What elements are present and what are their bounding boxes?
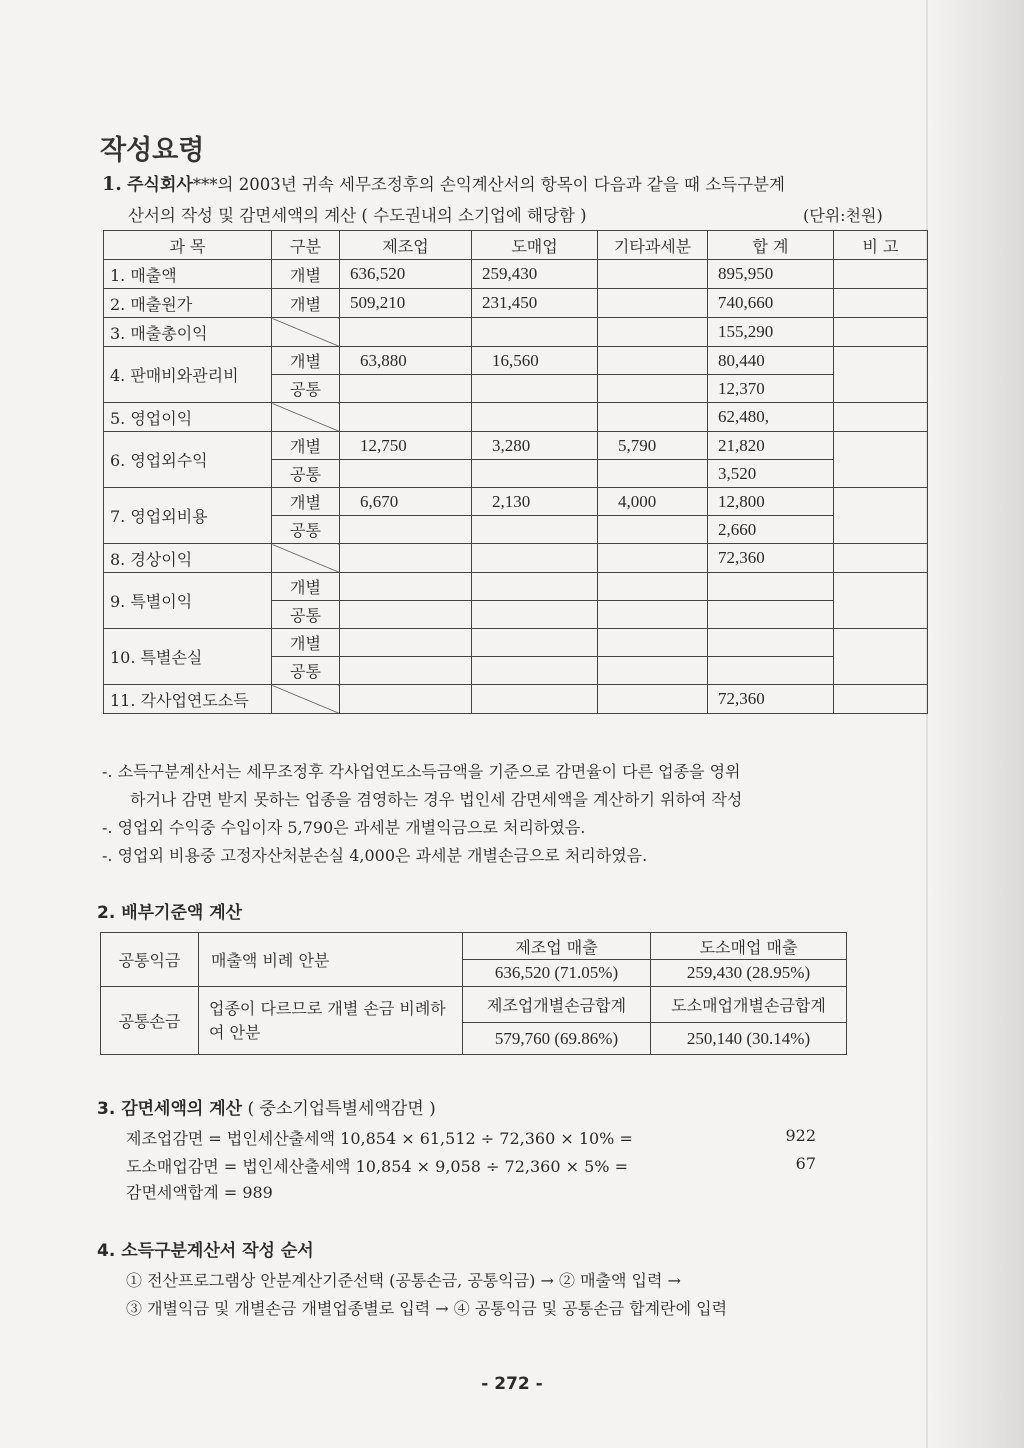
table-row xyxy=(104,318,928,347)
section1-company: 주식회사 xyxy=(127,175,193,195)
manufacturing-cell xyxy=(340,460,472,488)
item-name: 2. 매출원가 xyxy=(104,289,272,318)
total-cell: 155,290 xyxy=(708,318,834,347)
division-cell-empty xyxy=(272,544,340,573)
other-taxable-cell: 4,000 xyxy=(598,488,708,516)
table-row xyxy=(104,432,928,460)
page-number: - 272 - xyxy=(481,1374,543,1394)
other-taxable-cell xyxy=(598,544,708,573)
mfg-expense-value: 579,760 (69.86%) xyxy=(463,1023,651,1055)
remarks-cell xyxy=(834,432,928,488)
manufacturing-cell xyxy=(340,601,472,629)
division-cell: 개별 xyxy=(272,347,340,375)
other-taxable-cell xyxy=(598,318,708,347)
wholesale-sales-value: 259,430 (28.95%) xyxy=(651,960,847,987)
total-cell: 12,370 xyxy=(708,375,834,403)
manufacturing-cell: 63,880 xyxy=(340,347,472,375)
header-wholesale: 도매업 xyxy=(472,231,598,260)
other-taxable-cell xyxy=(598,516,708,544)
manufacturing-cell xyxy=(340,573,472,601)
income-statement-table xyxy=(103,230,928,714)
section1-question-text: ***의 2003년 귀속 세무조정후의 손익계산서의 항목이 다음과 같을 때 소득구분계 xyxy=(192,175,785,194)
manufacturing-cell xyxy=(340,544,472,573)
manufacturing-cell xyxy=(340,516,472,544)
item-name: 1. 매출액 xyxy=(104,260,272,289)
other-taxable-cell xyxy=(598,629,708,657)
remarks-cell xyxy=(834,289,928,318)
note-line: 하거나 감면 받지 못하는 업종을 겸영하는 경우 법인세 감면세액을 계산하기 위하여 작성 xyxy=(130,790,743,809)
total-cell: 895,950 xyxy=(708,260,834,289)
wholesale-cell xyxy=(472,460,598,488)
manufacturing-cell xyxy=(340,375,472,403)
header-other-taxable: 기타과세분 xyxy=(598,231,708,260)
mfg-sales-value: 636,520 (71.05%) xyxy=(463,960,651,987)
division-cell-empty xyxy=(272,318,340,347)
remarks-cell xyxy=(834,403,928,432)
table-row xyxy=(104,260,928,289)
wholesale-expense-header: 도소매업개별손금합계 xyxy=(651,987,847,1023)
other-taxable-cell xyxy=(598,289,708,318)
division-cell: 개별 xyxy=(272,629,340,657)
note-line: -. 소득구분계산서는 세무조정후 각사업연도소득금액을 기준으로 감면율이 다른 업종을 영위 xyxy=(102,762,741,781)
page-edge-line xyxy=(926,0,928,1448)
section3-heading-bold: 3. 감면세액의 계산 xyxy=(97,1099,243,1119)
division-cell: 개별 xyxy=(272,488,340,516)
calc-line-mfg xyxy=(126,1126,816,1149)
note-line: -. 영업외 비용중 고정자산처분손실 4,000은 과세분 개별손금으로 처리하였음. xyxy=(102,846,648,865)
table-row xyxy=(104,403,928,432)
table-row xyxy=(104,685,928,714)
total-cell xyxy=(708,657,834,685)
manufacturing-cell: 509,210 xyxy=(340,289,472,318)
wholesale-cell xyxy=(472,657,598,685)
total-cell: 3,520 xyxy=(708,460,834,488)
wholesale-cell xyxy=(472,629,598,657)
wholesale-cell xyxy=(472,573,598,601)
header-item: 과 목 xyxy=(104,231,272,260)
manufacturing-cell xyxy=(340,657,472,685)
table-row xyxy=(104,289,928,318)
wholesale-sales-header: 도소매업 매출 xyxy=(651,933,847,960)
header-division: 구분 xyxy=(272,231,340,260)
manufacturing-cell xyxy=(340,403,472,432)
header-manufacturing: 제조업 xyxy=(340,231,472,260)
item-name: 3. 매출총이익 xyxy=(104,318,272,347)
calc-text: 감면세액합계 = 989 xyxy=(126,1183,273,1202)
division-cell: 공통 xyxy=(272,375,340,403)
manufacturing-cell: 6,670 xyxy=(340,488,472,516)
table-header-row xyxy=(104,231,928,260)
remarks-cell xyxy=(834,260,928,289)
item-name: 6. 영업외수익 xyxy=(104,432,272,488)
item-name: 9. 특별이익 xyxy=(104,573,272,629)
other-taxable-cell: 5,790 xyxy=(598,432,708,460)
total-cell: 80,440 xyxy=(708,347,834,375)
wholesale-cell xyxy=(472,601,598,629)
section3-heading xyxy=(97,1094,436,1119)
remarks-cell xyxy=(834,318,928,347)
division-cell: 공통 xyxy=(272,460,340,488)
allocation-basis-table xyxy=(100,932,847,1055)
total-cell xyxy=(708,629,834,657)
table-row xyxy=(104,347,928,375)
header-total: 합 계 xyxy=(708,231,834,260)
wholesale-cell: 16,560 xyxy=(472,347,598,375)
remarks-cell xyxy=(834,347,928,403)
manufacturing-cell xyxy=(340,629,472,657)
remarks-cell xyxy=(834,488,928,544)
manufacturing-cell: 636,520 xyxy=(340,260,472,289)
item-name: 10. 특별손실 xyxy=(104,629,272,685)
manufacturing-cell xyxy=(340,318,472,347)
calc-result: 922 xyxy=(785,1126,816,1145)
division-cell: 개별 xyxy=(272,432,340,460)
wholesale-cell: 259,430 xyxy=(472,260,598,289)
total-cell: 2,660 xyxy=(708,516,834,544)
total-cell: 740,660 xyxy=(708,289,834,318)
other-taxable-cell xyxy=(598,601,708,629)
other-taxable-cell xyxy=(598,657,708,685)
wholesale-cell xyxy=(472,685,598,714)
section2-heading: 2. 배부기준액 계산 xyxy=(97,903,243,923)
notes xyxy=(102,758,742,870)
total-cell: 72,360 xyxy=(708,544,834,573)
manufacturing-cell: 12,750 xyxy=(340,432,472,460)
wholesale-cell: 231,450 xyxy=(472,289,598,318)
total-cell xyxy=(708,601,834,629)
note-line: -. 영업외 수익중 수입이자 5,790은 과세분 개별익금으로 처리하였음. xyxy=(102,818,586,837)
division-cell: 개별 xyxy=(272,289,340,318)
other-taxable-cell xyxy=(598,685,708,714)
section1-number: 1. xyxy=(102,173,122,195)
wholesale-cell xyxy=(472,544,598,573)
remarks-cell xyxy=(834,685,928,714)
division-cell: 공통 xyxy=(272,516,340,544)
item-name: 8. 경상이익 xyxy=(104,544,272,573)
other-taxable-cell xyxy=(598,375,708,403)
wholesale-cell xyxy=(472,403,598,432)
total-cell xyxy=(708,573,834,601)
remarks-cell xyxy=(834,573,928,629)
item-name: 7. 영업외비용 xyxy=(104,488,272,544)
common-income-desc: 매출액 비례 안분 xyxy=(199,933,463,987)
total-cell: 72,360 xyxy=(708,685,834,714)
item-name: 4. 판매비와관리비 xyxy=(104,347,272,403)
page-title: 작성요령 xyxy=(100,135,205,166)
division-cell: 공통 xyxy=(272,601,340,629)
table-row xyxy=(104,544,928,573)
wholesale-cell xyxy=(472,318,598,347)
section3-heading-rest: ( 중소기업특별세액감면 ) xyxy=(242,1099,436,1119)
division-cell: 개별 xyxy=(272,260,340,289)
other-taxable-cell xyxy=(598,573,708,601)
other-taxable-cell xyxy=(598,403,708,432)
section4-heading: 4. 소득구분계산서 작성 순서 xyxy=(97,1241,314,1261)
table-row xyxy=(104,629,928,657)
remarks-cell xyxy=(834,544,928,573)
common-expense-desc: 업종이 다르므로 개별 손금 비례하여 안분 xyxy=(199,987,463,1055)
division-cell-empty xyxy=(272,685,340,714)
total-cell: 21,820 xyxy=(708,432,834,460)
total-cell: 62,480, xyxy=(708,403,834,432)
item-name: 11. 각사업연도소득 xyxy=(104,685,272,714)
calc-result: 67 xyxy=(795,1154,816,1173)
remarks-cell xyxy=(834,629,928,685)
division-cell-empty xyxy=(272,403,340,432)
mfg-expense-header: 제조업개별손금합계 xyxy=(463,987,651,1023)
page-edge-shadow xyxy=(928,0,1024,1448)
table-row xyxy=(101,933,847,960)
wholesale-expense-value: 250,140 (30.14%) xyxy=(651,1023,847,1055)
other-taxable-cell xyxy=(598,347,708,375)
calc-line-wholesale xyxy=(126,1154,816,1177)
calc-text: 제조업감면 = 법인세산출세액 10,854 × 61,512 ÷ 72,360 × 10% = xyxy=(126,1129,633,1148)
table-row xyxy=(104,488,928,516)
division-cell: 공통 xyxy=(272,657,340,685)
wholesale-cell xyxy=(472,375,598,403)
common-expense-label: 공통손금 xyxy=(101,987,199,1055)
header-remarks: 비 고 xyxy=(834,231,928,260)
section1-question-line2: 산서의 작성 및 감면세액의 계산 ( 수도권내의 소기업에 해당함 ) xyxy=(128,206,587,225)
total-cell: 12,800 xyxy=(708,488,834,516)
wholesale-cell: 3,280 xyxy=(472,432,598,460)
table-row xyxy=(101,987,847,1023)
procedure-step-line: ① 전산프로그램상 안분계산기준선택 (공통손금, 공통익금) → ② 매출액 입력 → xyxy=(126,1271,681,1290)
manufacturing-cell xyxy=(340,685,472,714)
other-taxable-cell xyxy=(598,460,708,488)
division-cell: 개별 xyxy=(272,573,340,601)
other-taxable-cell xyxy=(598,260,708,289)
wholesale-cell xyxy=(472,516,598,544)
procedure-step-line: ③ 개별익금 및 개별손금 개별업종별로 입력 → ④ 공통익금 및 공통손금 합계란에 입력 xyxy=(126,1299,728,1318)
calc-line-total xyxy=(126,1180,273,1203)
common-income-label: 공통익금 xyxy=(101,933,199,987)
mfg-sales-header: 제조업 매출 xyxy=(463,933,651,960)
section1-question-line1 xyxy=(102,170,785,195)
item-name: 5. 영업이익 xyxy=(104,403,272,432)
calc-text: 도소매업감면 = 법인세산출세액 10,854 × 9,058 ÷ 72,360 × 5% = xyxy=(126,1157,628,1176)
table-row xyxy=(104,573,928,601)
unit-label: (단위:천원) xyxy=(803,206,883,225)
wholesale-cell: 2,130 xyxy=(472,488,598,516)
